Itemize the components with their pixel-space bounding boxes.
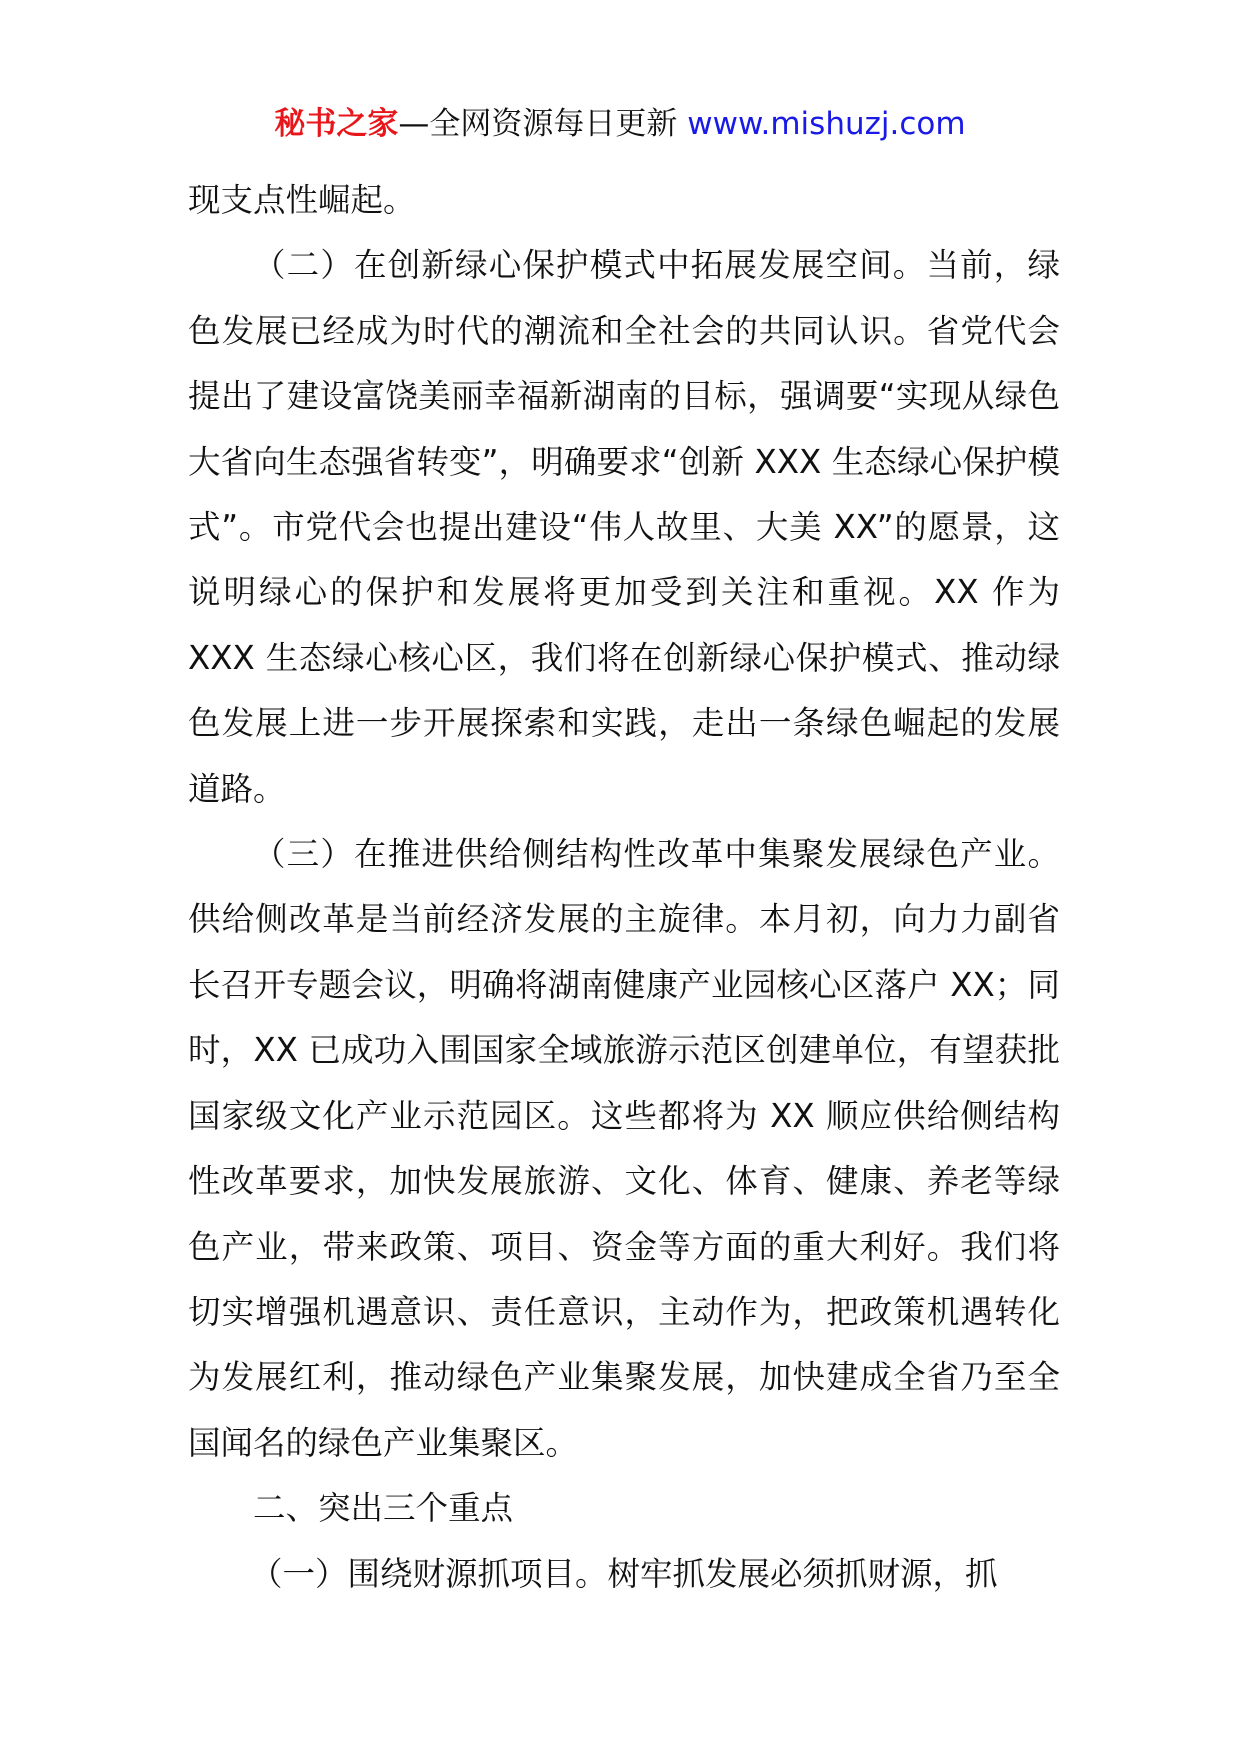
header-tagline: —全网资源每日更新 <box>398 106 678 142</box>
paragraph-priority-1: （一）围绕财源抓项目。树牢抓发展必须抓财源，抓 <box>250 1554 998 1593</box>
document-body <box>188 168 1060 1607</box>
brand-name: 秘书之家 <box>274 106 399 142</box>
header-url[interactable]: www.mishuzj.com <box>687 106 966 142</box>
page-header <box>0 104 1240 144</box>
paragraph-continuation: 现支点性崛起。 <box>188 181 416 219</box>
paragraph-section-2: （二）在创新绿心保护模式中拓展发展空间。当前，绿色发展已经成为时代的潮流和全社会的共同认识。省党代会提出了建设富饶美丽幸福新湖南的目标，强调要“实现从绿色大省向生态强省转变”，明确要求“创新 XXX 生态绿心保护模式”。市党代会也提出建设“伟人故里、大美 XX”的愿景，这说明绿心的保护和发展将更加受到关注和重视。XX 作为 XXX 生态绿心核心区，我们将在创新绿心保护模式、推动绿色发展上进一步开展探索和实践，走出一条绿色崛起的发展道路。 <box>188 246 1060 808</box>
heading-three-priorities: 二、突出三个重点 <box>253 1489 514 1528</box>
paragraph-section-3: （三）在推进供给侧结构性改革中集聚发展绿色产业。供给侧改革是当前经济发展的主旋律。本月初，向力力副省长召开专题会议，明确将湖南健康产业园核心区落户 XX；同时，XX 已成功入围国家全域旅游示范区创建单位，有望获批国家级文化产业示范园区。这些都将为 XX 顺应供给侧结构性改革要求，加快发展旅游、文化、体育、健康、养老等绿色产业，带来政策、项目、资金等方面的重大利好。我们将切实增强机遇意识、责任意识，主动作为，把政策机遇转化为发展红利，推动绿色产业集聚发展，加快建成全省乃至全国闻名的绿色产业集聚区。 <box>188 835 1060 1462</box>
